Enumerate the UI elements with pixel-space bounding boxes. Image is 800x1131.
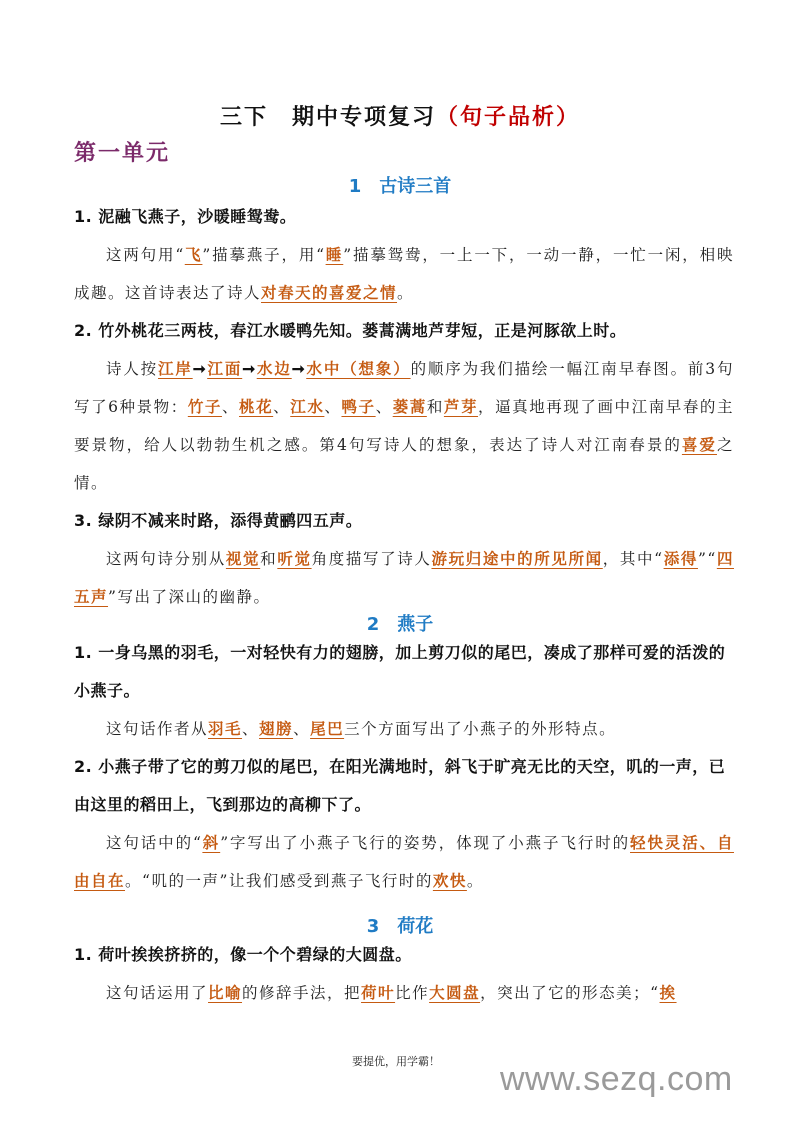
lesson-heading-1 <box>0 172 800 198</box>
analysis-text: 、 <box>375 398 393 416</box>
lesson-name: 荷花 <box>397 916 434 937</box>
lesson-heading-2 <box>0 610 800 636</box>
watermark-url: www.sezq.com <box>500 1060 733 1098</box>
analysis-text: 。“叽的一声”让我们感受到燕子飞行时的 <box>125 872 433 890</box>
analysis-text: 、 <box>221 398 240 416</box>
sentence-analysis <box>74 974 734 1012</box>
analysis-text: ”“ <box>697 550 717 568</box>
analysis-text: 这句话运用了 <box>106 984 209 1002</box>
highlighted-keyword: 羽毛 <box>208 719 243 738</box>
highlighted-keyword: 喜爱 <box>681 435 717 454</box>
highlighted-keyword: 水中（想象） <box>306 359 411 378</box>
highlighted-keyword: 芦芽 <box>443 397 479 416</box>
highlighted-keyword: 听觉 <box>277 549 312 568</box>
analysis-text: 、 <box>293 720 311 738</box>
highlighted-keyword: 睡 <box>325 245 344 264</box>
highlighted-keyword: 游玩归途中的所见所闻 <box>431 549 603 568</box>
lesson-name: 古诗三首 <box>379 176 452 197</box>
lesson-name: 燕子 <box>397 614 434 635</box>
analysis-text: ”写出了深山的幽静。 <box>108 588 271 606</box>
analysis-text: 。 <box>397 284 415 302</box>
sentence-question: 1. 荷叶挨挨挤挤的，像一个个碧绿的大圆盘。 <box>74 945 412 964</box>
analysis-text: ”描摹燕子，用“ <box>202 246 326 264</box>
analysis-text: 。 <box>466 872 484 890</box>
sentence-question: 1. 泥融飞燕子，沙暖睡鸳鸯。 <box>74 207 297 226</box>
analysis-text: 角度描写了诗人 <box>311 550 432 568</box>
analysis-text: 、 <box>242 720 260 738</box>
sentence-analysis <box>74 350 734 502</box>
title-main: 三下 期中专项复习 <box>219 104 436 130</box>
arrow-right-icon: ➞ <box>291 359 307 378</box>
highlighted-keyword: 四五声 <box>74 549 734 606</box>
analysis-text: 这两句诗分别从 <box>106 550 226 568</box>
highlighted-keyword: 轻快灵活、自由自在 <box>74 833 734 890</box>
analysis-text: ，其中“ <box>602 550 664 568</box>
arrow-right-icon: ➞ <box>242 359 257 378</box>
unit-heading: 第一单元 <box>74 140 171 166</box>
highlighted-keyword: 视觉 <box>225 549 261 568</box>
highlighted-keyword: 尾巴 <box>310 719 345 738</box>
analysis-text: 比作 <box>395 984 430 1002</box>
highlighted-keyword: 大圆盘 <box>429 983 481 1002</box>
analysis-text: ，逼真地再现了画中江南早春的主要景物，给人以勃勃生机之感。第4句写诗人的想象，表达了诗人对江南春景的 <box>74 398 734 454</box>
analysis-text: 三个方面写出了小燕子的外形特点。 <box>344 720 617 738</box>
lesson-number: 3 <box>366 916 380 937</box>
lesson-number: 1 <box>348 176 362 197</box>
analysis-text: 这两句用“ <box>106 246 185 264</box>
sentence-question: 2. 小燕子带了它的剪刀似的尾巴，在阳光满地时，斜飞于旷亮无比的天空，叽的一声，已由这里的稻田上，飞到那边的高柳下了。 <box>74 757 726 814</box>
sentence-analysis <box>74 710 734 748</box>
sentence-analysis <box>74 824 734 900</box>
highlighted-keyword: 江岸 <box>158 359 193 378</box>
highlighted-keyword: 桃花 <box>239 397 274 416</box>
footer-slogan: 要提优，用学霸！ <box>352 1055 440 1068</box>
lesson-3-content <box>74 936 734 1012</box>
sentence-analysis <box>74 236 734 312</box>
highlighted-keyword: 荷叶 <box>361 983 396 1002</box>
sentence-question: 3. 绿阴不减来时路，添得黄鹂四五声。 <box>74 511 363 530</box>
page-title <box>0 100 800 131</box>
lesson-number: 2 <box>366 614 380 635</box>
lesson-2-content <box>74 634 734 900</box>
analysis-text: ”字写出了小燕子飞行的姿势，体现了小燕子飞行时的 <box>220 834 631 852</box>
highlighted-keyword: 鸭子 <box>341 397 376 416</box>
arrow-right-icon: ➞ <box>192 359 208 378</box>
title-subtitle: （句子品析） <box>436 104 581 130</box>
highlighted-keyword: 挨 <box>659 983 677 1002</box>
highlighted-keyword: 飞 <box>184 245 203 264</box>
analysis-text: 和 <box>426 398 444 416</box>
highlighted-keyword: 斜 <box>202 833 221 852</box>
analysis-text: 和 <box>260 550 278 568</box>
analysis-text: ”描摹鸳鸯，一上一下，一动一静，一忙一闲，相映成趣。这首诗表达了诗人 <box>74 246 734 302</box>
highlighted-keyword: 竹子 <box>187 397 222 416</box>
analysis-text: 、 <box>324 398 342 416</box>
highlighted-keyword: 对春天的喜爱之情 <box>261 283 398 302</box>
analysis-text: 之情。 <box>74 436 734 492</box>
sentence-question: 1. 一身乌黑的羽毛，一对轻快有力的翅膀，加上剪刀似的尾巴，凑成了那样可爱的活泼的小燕子。 <box>74 643 726 700</box>
sentence-question: 2. 竹外桃花三两枝，春江水暖鸭先知。蒌蒿满地芦芽短，正是河豚欲上时。 <box>74 321 627 340</box>
analysis-text: 的修辞手法，把 <box>242 984 362 1002</box>
analysis-text: 、 <box>273 398 291 416</box>
highlighted-keyword: 江水 <box>290 397 325 416</box>
highlighted-keyword: 江面 <box>207 359 243 378</box>
analysis-text: 这句话作者从 <box>106 720 209 738</box>
highlighted-keyword: 欢快 <box>432 871 467 890</box>
highlighted-keyword: 添得 <box>663 549 698 568</box>
analysis-text: 诗人按 <box>106 360 159 378</box>
highlighted-keyword: 翅膀 <box>259 719 294 738</box>
highlighted-keyword: 水边 <box>256 359 292 378</box>
highlighted-keyword: 比喻 <box>208 983 243 1002</box>
sentence-analysis <box>74 540 734 616</box>
analysis-text: 的顺序为我们描绘一幅江南早春图。前3句写了6种景物： <box>74 360 734 416</box>
analysis-text: ，突出了它的形态美；“ <box>480 984 660 1002</box>
lesson-heading-3 <box>0 912 800 938</box>
lesson-1-content <box>74 198 734 616</box>
highlighted-keyword: 蒌蒿 <box>392 397 427 416</box>
analysis-text: 这句话中的“ <box>106 834 203 852</box>
